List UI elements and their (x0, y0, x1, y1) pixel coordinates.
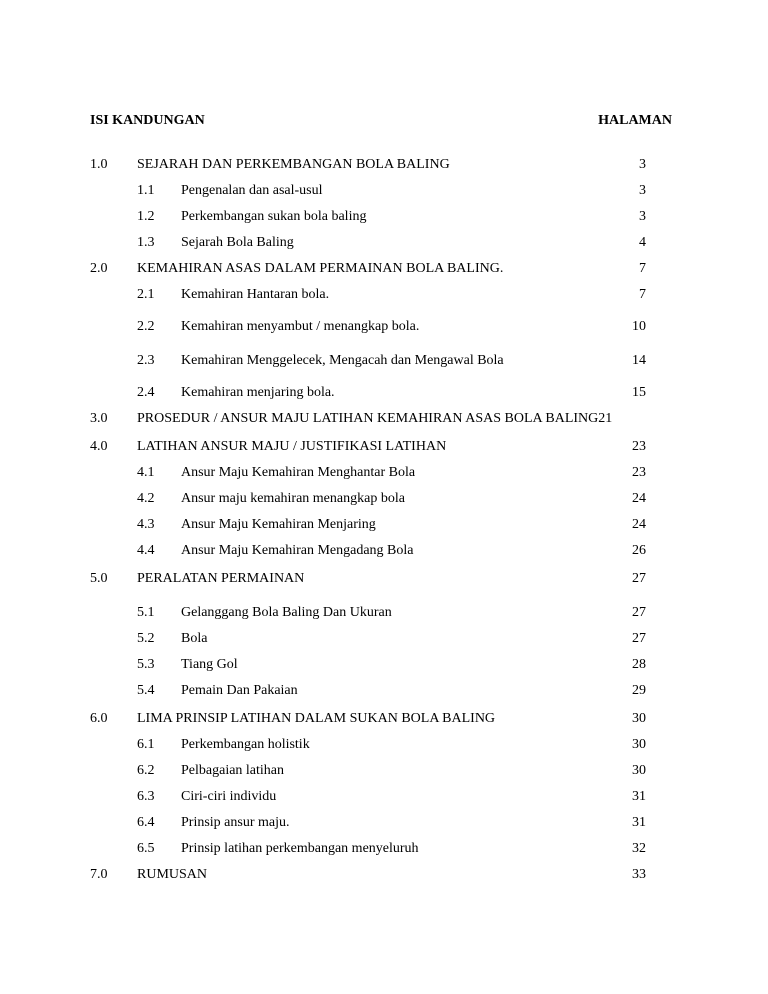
toc-entry (0, 570, 768, 588)
toc-entry (0, 438, 768, 456)
toc-heading: ISI KANDUNGAN (90, 113, 205, 128)
toc-entry-title: Perkembangan sukan bola baling (181, 209, 367, 224)
toc-entry-num: 6.2 (137, 763, 155, 778)
toc-entry-page: 7 (639, 261, 646, 276)
toc-entry-title: RUMUSAN (137, 867, 208, 882)
toc-entry-num: 7.0 (90, 867, 108, 882)
toc-entry-num: 6.0 (90, 711, 108, 726)
toc-entry-title: Ansur Maju Kemahiran Menjaring (181, 517, 376, 532)
toc-entry (0, 286, 768, 304)
toc-entry-title: Kemahiran menyambut / menangkap bola. (181, 319, 420, 334)
toc-entry-num: 1.2 (137, 209, 155, 224)
toc-entry-title: LIMA PRINSIP LATIHAN DALAM SUKAN BOLA BALING (137, 711, 496, 726)
toc-entry (0, 762, 768, 780)
toc-entry-title: Kemahiran Hantaran bola. (181, 287, 330, 302)
toc-entry-title: Ansur Maju Kemahiran Mengadang Bola (181, 543, 414, 558)
toc-entry-title: Kemahiran Menggelecek, Mengacah dan Mengawal Bola (181, 353, 504, 368)
toc-entry-num: 4.3 (137, 517, 155, 532)
toc-entry-page: 24 (632, 491, 646, 506)
toc-entry-title: Pengenalan dan asal-usul (181, 183, 323, 198)
toc-entry-page: 3 (639, 209, 646, 224)
toc-entry (0, 682, 768, 700)
toc-entry-num: 1.1 (137, 183, 155, 198)
toc-entry-title: PROSEDUR / ANSUR MAJU LATIHAN KEMAHIRAN ASAS BOLA BALING21 (137, 411, 613, 426)
toc-entry (0, 464, 768, 482)
toc-entry-num: 6.4 (137, 815, 155, 830)
toc-entry-num: 2.1 (137, 287, 155, 302)
toc-entry-num: 4.0 (90, 439, 108, 454)
toc-entry-title: Perkembangan holistik (181, 737, 310, 752)
toc-entry-page: 33 (632, 867, 646, 882)
toc-entry-num: 2.3 (137, 353, 155, 368)
toc-entry (0, 710, 768, 728)
toc-entry-num: 5.0 (90, 571, 108, 586)
toc-entry-num: 1.3 (137, 235, 155, 250)
toc-entry (0, 866, 768, 884)
toc-entry-page: 30 (632, 737, 646, 752)
toc-entry (0, 630, 768, 648)
toc-entry-num: 2.2 (137, 319, 155, 334)
toc-entry (0, 516, 768, 534)
toc-entry-page: 23 (632, 439, 646, 454)
toc-entry-page: 32 (632, 841, 646, 856)
toc-entry-num: 4.1 (137, 465, 155, 480)
toc-entry (0, 656, 768, 674)
toc-entry (0, 260, 768, 278)
toc-entry-title: Prinsip ansur maju. (181, 815, 290, 830)
toc-entry-num: 2.0 (90, 261, 108, 276)
toc-entry-page: 3 (639, 157, 646, 172)
toc-entry-page: 27 (632, 571, 646, 586)
toc-entry-page: 30 (632, 763, 646, 778)
toc-entry-title: Kemahiran menjaring bola. (181, 385, 335, 400)
toc-entry (0, 384, 768, 402)
toc-entry-title: Ansur maju kemahiran menangkap bola (181, 491, 405, 506)
toc-entry-title: Sejarah Bola Baling (181, 235, 294, 250)
toc-entry (0, 352, 768, 370)
toc-entry-num: 2.4 (137, 385, 155, 400)
toc-entry-page: 10 (632, 319, 646, 334)
toc-entry-num: 6.5 (137, 841, 155, 856)
toc-entry-title: Tiang Gol (181, 657, 238, 672)
toc-entry-num: 1.0 (90, 157, 108, 172)
toc-entry-num: 6.1 (137, 737, 155, 752)
toc-entry (0, 490, 768, 508)
toc-entry-title: Bola (181, 631, 208, 646)
page-column-heading: HALAMAN (598, 113, 672, 128)
toc-entry-title: SEJARAH DAN PERKEMBANGAN BOLA BALING (137, 157, 450, 172)
toc-entry-num: 4.4 (137, 543, 155, 558)
toc-entry-page: 28 (632, 657, 646, 672)
toc-entry-title: PERALATAN PERMAINAN (137, 571, 305, 586)
toc-entry-title: Gelanggang Bola Baling Dan Ukuran (181, 605, 392, 620)
toc-entry-page: 14 (632, 353, 646, 368)
toc-entry (0, 542, 768, 560)
toc-entry-title: KEMAHIRAN ASAS DALAM PERMAINAN BOLA BALING. (137, 261, 504, 276)
toc-entry-num: 5.1 (137, 605, 155, 620)
toc-entry-title: Prinsip latihan perkembangan menyeluruh (181, 841, 419, 856)
toc-entry-page: 27 (632, 631, 646, 646)
toc-entry-page: 23 (632, 465, 646, 480)
toc-entry-num: 3.0 (90, 411, 108, 426)
toc-entry (0, 234, 768, 252)
toc-entry-page: 15 (632, 385, 646, 400)
toc-entry (0, 788, 768, 806)
toc-entry (0, 840, 768, 858)
toc-entry (0, 208, 768, 226)
toc-entry-page: 3 (639, 183, 646, 198)
toc-entry-num: 4.2 (137, 491, 155, 506)
toc-entry-title: Pelbagaian latihan (181, 763, 285, 778)
toc-entry-page: 24 (632, 517, 646, 532)
toc-entry (0, 604, 768, 622)
toc-entry (0, 182, 768, 200)
toc-entry-title: Pemain Dan Pakaian (181, 683, 298, 698)
toc-entry-page: 30 (632, 711, 646, 726)
toc-entry (0, 410, 768, 428)
toc-entry-page: 27 (632, 605, 646, 620)
toc-entry-num: 5.2 (137, 631, 155, 646)
toc-entry (0, 814, 768, 832)
toc-entry-page: 31 (632, 815, 646, 830)
toc-entry-page: 29 (632, 683, 646, 698)
toc-entry (0, 156, 768, 174)
toc-entry-page: 4 (639, 235, 646, 250)
toc-entry-num: 5.4 (137, 683, 155, 698)
toc-entry-title: Ciri-ciri individu (181, 789, 277, 804)
toc-entry-title: LATIHAN ANSUR MAJU / JUSTIFIKASI LATIHAN (137, 439, 447, 454)
toc-entry (0, 318, 768, 336)
toc-entry-title: Ansur Maju Kemahiran Menghantar Bola (181, 465, 416, 480)
toc-entry-num: 6.3 (137, 789, 155, 804)
toc-entry-page: 26 (632, 543, 646, 558)
toc-entry-num: 5.3 (137, 657, 155, 672)
toc-entry-page: 31 (632, 789, 646, 804)
toc-entry (0, 736, 768, 754)
toc-entry-page: 7 (639, 287, 646, 302)
